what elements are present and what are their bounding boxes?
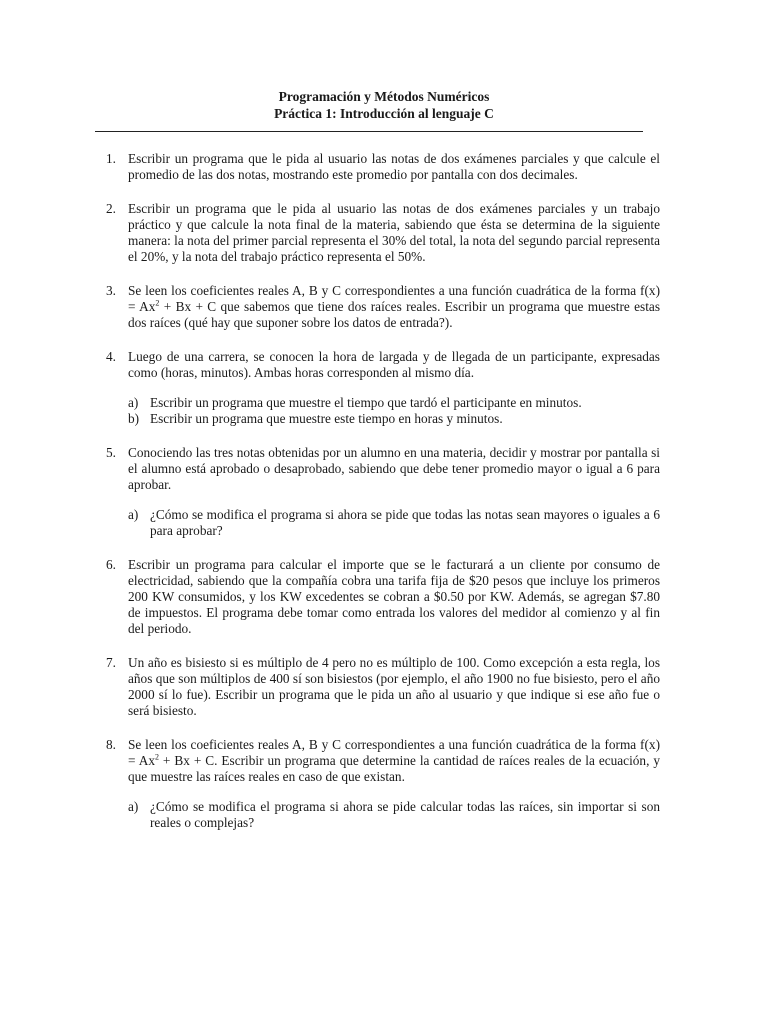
exercise-6 [106,557,660,637]
exercise-text-part-a: Se leen los coeficientes reales A, B y C correspondientes a una función cuadrática de la forma f(x) = Ax [128,283,660,314]
exponent: 2 [155,298,160,308]
subitem-letter: a) [128,799,139,814]
exercise-1 [106,151,660,183]
subitem-text: ¿Cómo se modifica el programa si ahora se pide calcular todas las raíces, sin importar si son reales o complejas? [150,799,660,830]
exercise-number: 4. [106,349,116,364]
subitem-text: ¿Cómo se modifica el programa si ahora se pide que todas las notas sean mayores o iguales a 6 para aprobar? [150,507,660,538]
exercise-list [106,151,660,831]
subitem-text: Escribir un programa que muestre el tiempo que tardó el participante en minutos. [150,395,582,410]
subitem [128,411,660,427]
exercise-text: Conociendo las tres notas obtenidas por un alumno en una materia, decidir y mostrar por pantalla si el alumno está aprobado o desaprobado, sabiendo que debe tener promedio mayor o igual a 6 para aprobar. [128,445,660,492]
exercise-text: Luego de una carrera, se conocen la hora de largada y de llegada de un participante, expresadas como (horas, minutos). Ambas horas corresponden al mismo día. [128,349,660,380]
course-title: Programación y Métodos Numéricos [278,89,490,104]
exercise-text-part-a: Se leen los coeficientes reales A, B y C correspondientes a una función cuadrática de la forma f(x) = Ax [128,737,660,768]
exercise-number: 2. [106,201,116,216]
subitem-letter: a) [128,395,139,410]
exercise-8 [106,737,660,785]
exercise-3 [106,283,660,331]
exercise-4 [106,349,660,381]
exercise-5 [106,445,660,493]
document-header [0,88,768,122]
subitem-text: Escribir un programa que muestre este tiempo en horas y minutos. [150,411,503,426]
exercise-number: 6. [106,557,116,572]
subitem [128,799,660,831]
exercise-text: Un año es bisiesto si es múltiplo de 4 pero no es múltiplo de 100. Como excepción a esta regla, los años que son múltiplos de 400 sí son bisiestos (por ejemplo, el año 1900 no fue bisiesto, pero el año 2000 sí lo fue). Escribir un programa que le pida un año al usuario y que indique si ese año fue o será bisiesto. [128,655,660,718]
exercise-2 [106,201,660,265]
practice-title: Práctica 1: Introducción al lenguaje C [274,106,494,121]
exercise-text-part-b: + Bx + C que sabemos que tiene dos raíces reales. Escribir un programa que muestre estas dos raíces (qué hay que suponer sobre los datos de entrada?). [128,299,661,330]
exponent: 2 [154,752,159,762]
exercise-text: Escribir un programa que le pida al usuario las notas de dos exámenes parciales y un trabajo práctico y que calcule la nota final de la materia, sabiendo que ésta se determina de la siguiente manera: la nota del primer parcial representa el 30% del total, la nota del segundo parcial representa el 20%, y la nota del trabajo práctico representa el 50%. [128,201,661,264]
exercise-text: Escribir un programa para calcular el importe que se le facturará a un cliente por consumo de electricidad, sabiendo que la compañía cobra una tarifa fija de $20 pesos que incluye los primeros 200 KW consumidos, y los KW excedentes se cobran a $0.50 por KW. Además, se agregan $7.80 de impuestos. El programa debe tomar como entrada los valores del medidor al comienzo y al fin del periodo. [128,557,660,636]
exercise-number: 1. [106,151,116,166]
exercise-text: Escribir un programa que le pida al usuario las notas de dos exámenes parciales y que calcule el promedio de las dos notas, mostrando este promedio por pantalla con dos decimales. [128,151,660,182]
subitem-letter: b) [128,411,140,426]
subitem [128,395,660,411]
exercise-4-subitems [106,395,660,427]
exercise-number: 7. [106,655,116,670]
exercise-8-subitems [106,799,660,831]
exercise-text-part-b: + Bx + C. Escribir un programa que determine la cantidad de raíces reales de la ecuación, y que muestre las raíces reales en caso de que existan. [128,753,661,784]
subitem [128,507,660,539]
exercise-7 [106,655,660,719]
exercise-number: 8. [106,737,116,752]
exercise-number: 5. [106,445,116,460]
exercise-number: 3. [106,283,116,298]
subitem-letter: a) [128,507,139,522]
exercise-5-subitems [106,507,660,539]
header-divider [95,131,643,132]
